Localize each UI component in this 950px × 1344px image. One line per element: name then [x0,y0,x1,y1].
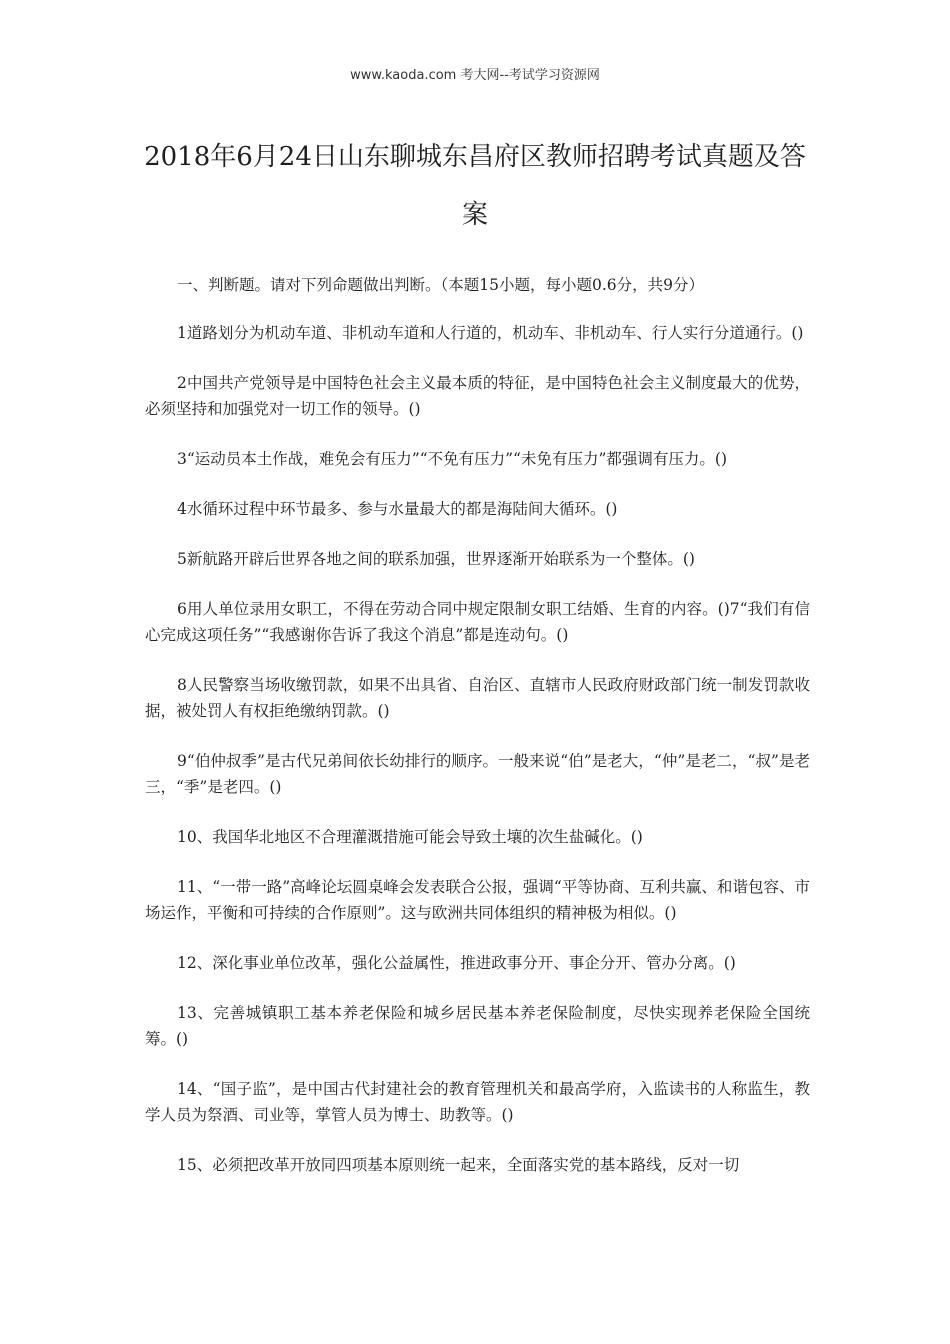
section-heading: 一、判断题。请对下列命题做出判断。（本题15小题，每小题0.6分，共9分） [177,276,704,294]
question-item-3: 3“运动员本土作战，难免会有压力”“不免有压力”“未免有压力”都强调有压力。() [177,450,728,468]
question-item-2: 2中国共产党领导是中国特色社会主义最本质的特征，是中国特色社会主义制度最大的优势，必须坚持和加强党对一切工作的领导。() [145,374,810,418]
site-header-line: www.kaoda.com 考大网--考试学习资源网 [350,68,600,83]
question-item-8: 8人民警察当场收缴罚款，如果不出具省、自治区、直辖市人民政府财政部门统一制发罚款收据，被处罚人有权拒绝缴纳罚款。() [145,676,810,720]
document-title: 2018年6月24日山东聊城东昌府区教师招聘考试真题及答案 [144,142,806,230]
question-item-15: 15、必须把改革开放同四项基本原则统一起来，全面落实党的基本路线，反对一切 [177,1156,740,1174]
question-item-10: 10、我国华北地区不合理灌溉措施可能会导致土壤的次生盐碱化。() [177,828,643,846]
question-item-1: 1道路划分为机动车道、非机动车道和人行道的，机动车、非机动车、行人实行分道通行。() [177,324,804,342]
question-item-14: 14、“国子监”，是中国古代封建社会的教育管理机关和最高学府，入监读书的人称监生，教学人员为祭酒、司业等，掌管人员为博士、助教等。() [145,1080,810,1124]
question-item-5: 5新航路开辟后世界各地之间的联系加强，世界逐渐开始联系为一个整体。() [177,550,695,568]
question-item-11: 11、“一带一路”高峰论坛圆桌峰会发表联合公报，强调“平等协商、互利共赢、和谐包容、市场运作，平衡和可持续的合作原则”。这与欧洲共同体组织的精神极为相似。() [145,878,810,922]
question-item-6-7: 6用人单位录用女职工，不得在劳动合同中规定限制女职工结婚、生育的内容。()7“我们有信心完成这项任务”“我感谢你告诉了我这个消息”都是连动句。() [145,600,810,644]
question-item-4: 4水循环过程中环节最多、参与水量最大的都是海陆间大循环。() [177,500,618,518]
question-item-9: 9“伯仲叔季”是古代兄弟间依长幼排行的顺序。一般来说“伯”是老大，“仲”是老二，“叔”是老三，“季”是老四。() [145,752,810,796]
document-body [145,272,810,1202]
question-item-12: 12、深化事业单位改革，强化公益属性，推进政事分开、事企分开、管办分离。() [177,954,736,972]
question-item-13: 13、完善城镇职工基本养老保险和城乡居民基本养老保险制度，尽快实现养老保险全国统筹。() [145,1004,810,1048]
